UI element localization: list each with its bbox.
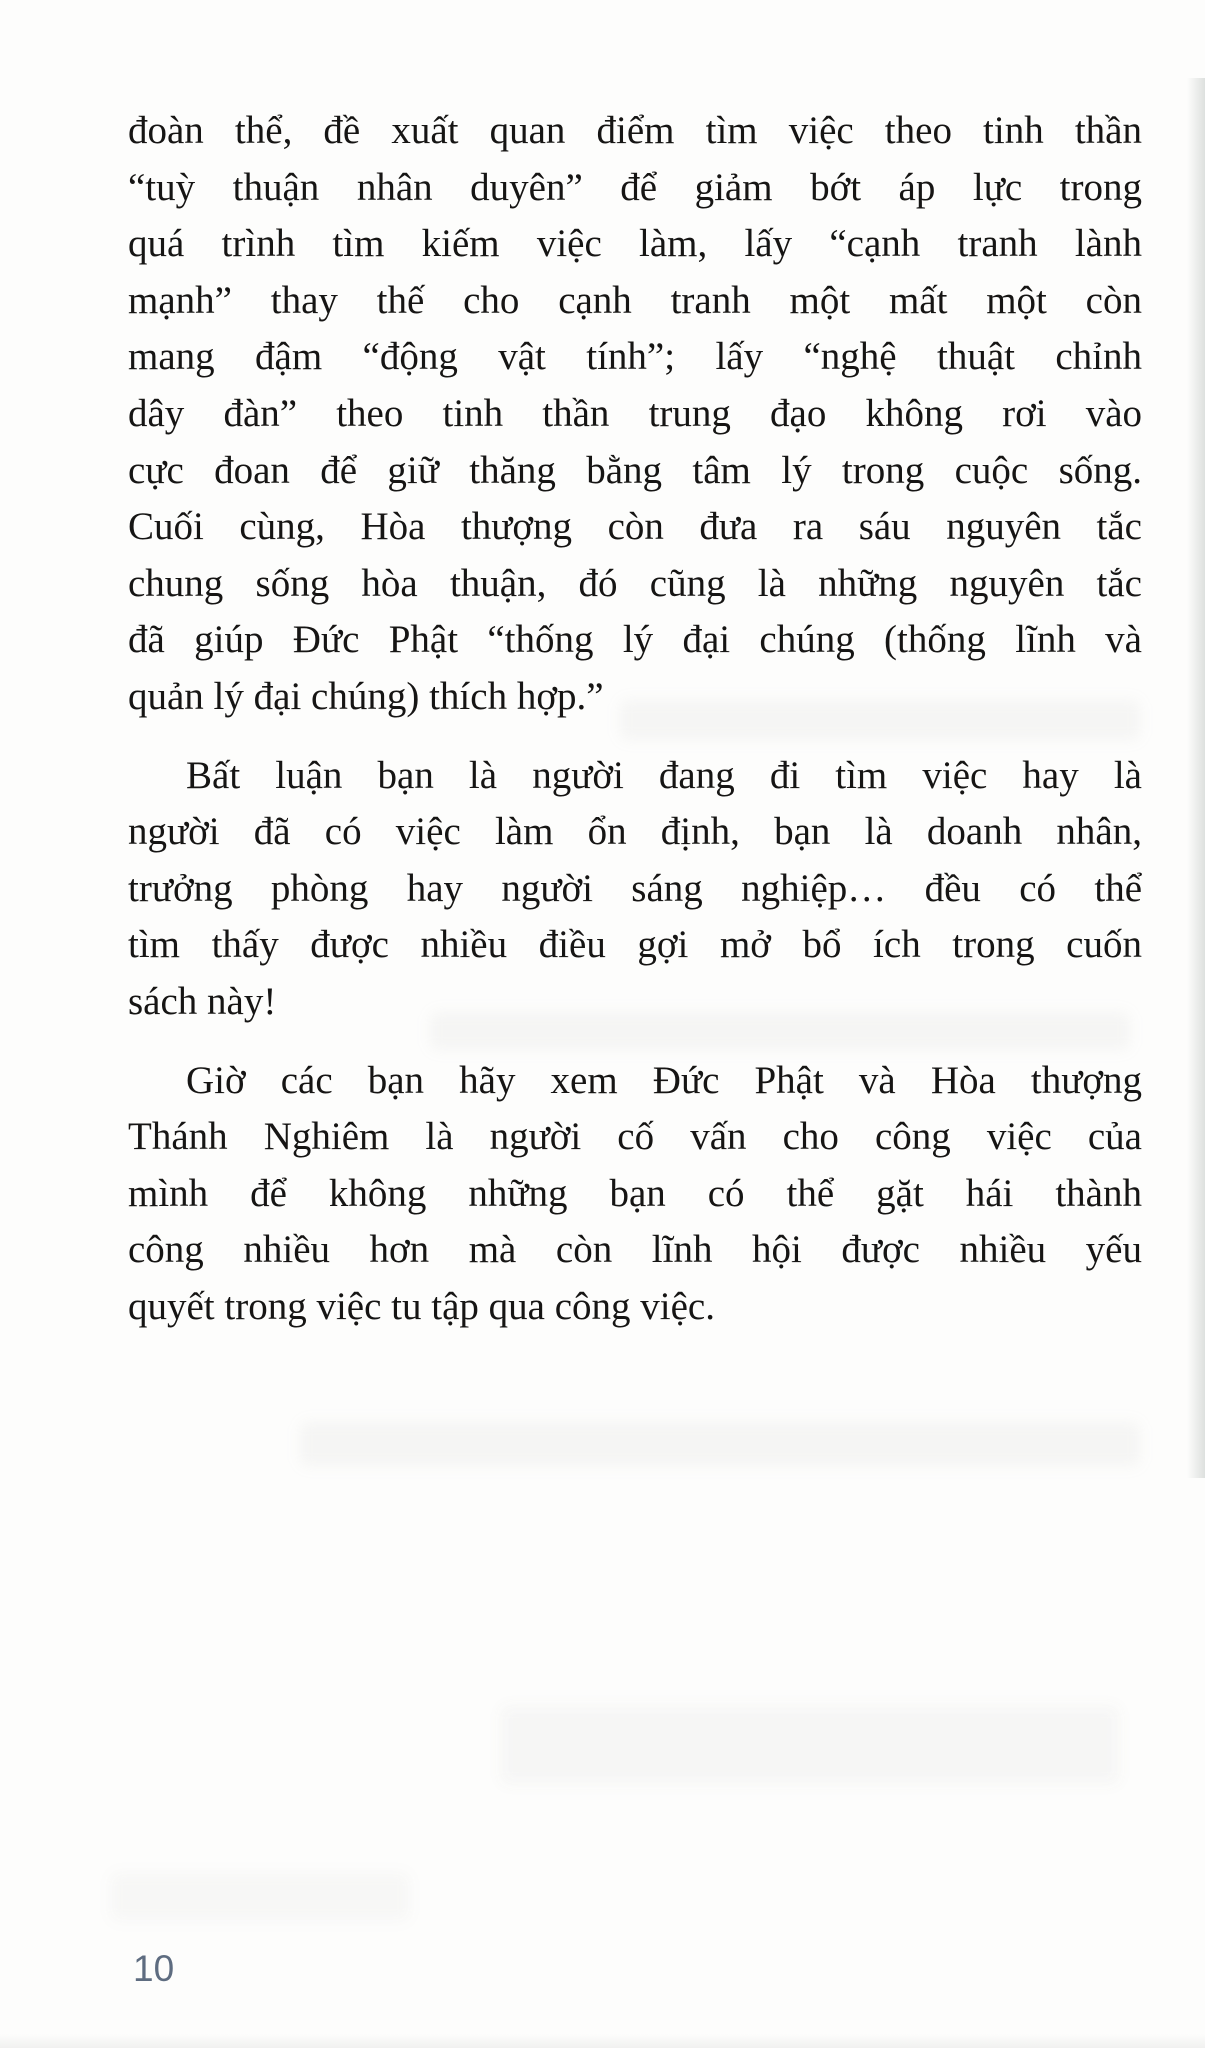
text-line: công nhiều hơn mà còn lĩnh hội được nhiều yếu <box>128 1228 1142 1272</box>
text-line: mang đậm “động vật tính”; lấy “nghệ thuật chỉnh <box>128 335 1142 379</box>
text-line: Cuối cùng, Hòa thượng còn đưa ra sáu nguyên tắc <box>128 505 1142 549</box>
text-line: Thánh Nghiêm là người cố vấn cho công việc của <box>128 1115 1142 1159</box>
page-text <box>128 103 1142 1357</box>
paragraph <box>128 1053 1142 1336</box>
bleed-through-artifact <box>500 1705 1120 1785</box>
text-line: quyết trong việc tu tập qua công việc. <box>128 1284 715 1328</box>
bleed-through-artifact <box>300 1422 1140 1466</box>
scan-edge-artifact <box>0 2034 1205 2048</box>
text-line: trưởng phòng hay người sáng nghiệp… đều có thể <box>128 866 1142 910</box>
text-line: đoàn thể, đề xuất quan điểm tìm việc theo tinh thần <box>128 109 1142 152</box>
text-line: “tuỳ thuận nhân duyên” để giảm bớt áp lực trong <box>128 165 1142 209</box>
text-line: đã giúp Đức Phật “thống lý đại chúng (thống lĩnh và <box>128 618 1142 662</box>
text-line: sách này! <box>128 979 277 1023</box>
text-line: mạnh” thay thế cho cạnh tranh một mất một còn <box>128 278 1142 322</box>
text-line: quá trình tìm kiếm việc làm, lấy “cạnh tranh lành <box>128 222 1142 266</box>
paragraph <box>128 103 1142 726</box>
paragraph <box>128 748 1142 1031</box>
text-line: Bất luận bạn là người đang đi tìm việc hay là <box>186 753 1142 797</box>
scan-edge-artifact <box>1187 78 1205 1478</box>
text-line: người đã có việc làm ổn định, bạn là doanh nhân, <box>128 810 1142 854</box>
text-line: mình để không những bạn có thể gặt hái thành <box>128 1171 1142 1215</box>
text-line: dây đàn” theo tinh thần trung đạo không rơi vào <box>128 391 1142 435</box>
text-line: Giờ các bạn hãy xem Đức Phật và Hòa thượng <box>186 1058 1142 1102</box>
page-number: 10 <box>133 1948 175 1989</box>
text-line: quản lý đại chúng) thích hợp.” <box>128 674 604 718</box>
text-line: tìm thấy được nhiều điều gợi mở bổ ích trong cuốn <box>128 923 1142 967</box>
text-line: chung sống hòa thuận, đó cũng là những nguyên tắc <box>128 561 1142 605</box>
text-line: cực đoan để giữ thăng bằng tâm lý trong cuộc sống. <box>128 448 1142 492</box>
bleed-through-artifact <box>110 1872 410 1922</box>
